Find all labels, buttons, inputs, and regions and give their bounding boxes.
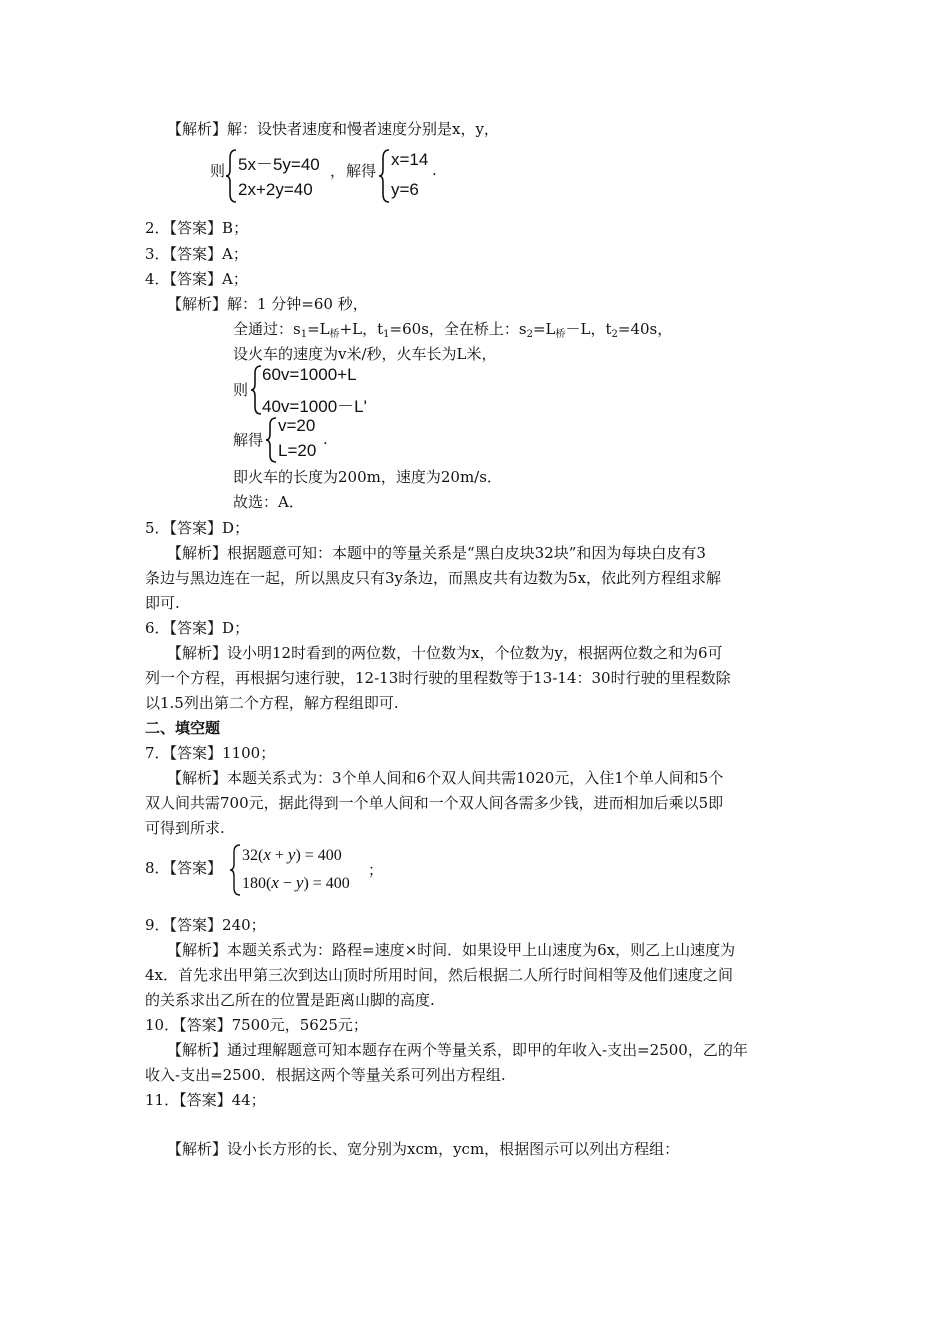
left-brace-icon [377, 148, 391, 204]
q10-analysis-line2: 收入-支出=2500．根据这两个等量关系可列出方程组. [145, 1066, 506, 1084]
q4-sol1: v=20 [278, 416, 316, 435]
q1-sol2: y=6 [391, 180, 419, 199]
q4-analysis-line2: 全通过：$s_1=L_桥+L$，$t_1=60s$，全在桥上：$s_2=L_桥-L$，$t_2=40s$， [233, 320, 673, 340]
q4-answer: 4．【答案】A； [145, 270, 248, 288]
q7-analysis-line1: 【解析】本题关系式为：3个单人间和6个双人间共需1020元，入住1个单人间和5个 [167, 769, 724, 787]
q4-analysis-line1: 【解析】解：1 分钟=60 秒， [167, 295, 368, 313]
q6-analysis-line2: 列一个方程，再根据匀速行驶，12-13时行驶的里程数等于13-14：30时行驶的里程数除 [145, 669, 731, 687]
q4-eq2: 40v=1000－L' [262, 397, 367, 416]
q2-answer: 2．【答案】B； [145, 219, 249, 237]
q1-eq1: 5x－5y=40 [238, 155, 320, 174]
q4-eq1: 60v=1000+L [262, 365, 357, 384]
left-brace-icon [264, 416, 278, 464]
left-brace-icon [228, 843, 242, 897]
left-brace-icon [224, 148, 238, 204]
q5-analysis-line2: 条边与黑边连在一起，所以黑皮只有3y条边，而黑皮共有边数为5x，依此列方程组求解 [145, 569, 722, 587]
q4-sol-period: . [323, 429, 328, 448]
q7-analysis-line2: 双人间共需700元，据此得到一个单人间和一个双人间各需多少钱，进而相加后乘以5即 [145, 794, 724, 812]
q4-sol2: L=20 [278, 441, 317, 460]
q1-equation-system [210, 148, 450, 204]
q6-analysis-line3: 以1.5列出第二个方程，解方程组即可. [145, 694, 399, 712]
q4-analysis-line3: 设火车的速度为v米/秒，火车长为L米， [233, 345, 497, 363]
q4-solution-system [233, 416, 393, 464]
q5-analysis-line3: 即可. [145, 594, 180, 612]
q1-period: . [432, 160, 437, 179]
q5-answer: 5．【答案】D； [145, 519, 250, 537]
q8-eq1: 32(x + y) = 400 [242, 845, 342, 864]
q4-solve: 解得 [233, 431, 264, 449]
q4-then: 则 [233, 381, 249, 399]
q6-answer: 6．【答案】D； [145, 619, 250, 637]
q9-answer: 9．【答案】240； [145, 916, 266, 934]
q7-analysis-line3: 可得到所求. [145, 819, 225, 837]
q8-answer: 8．【答案】 [145, 859, 223, 877]
q9-analysis-line3: 的关系求出乙所在的位置是距离山脚的高度. [145, 991, 435, 1009]
q1-solve: 解得 [346, 162, 377, 180]
q4-equation-system [233, 364, 433, 416]
q3-answer: 3．【答案】A； [145, 245, 248, 263]
q9-analysis-line2: 4x．首先求出甲第三次到达山顶时所用时间，然后根据二人所行时间相等及他们速度之间 [145, 966, 734, 984]
q10-analysis-line1: 【解析】通过理解题意可知本题存在两个等量关系，即甲的年收入-支出=2500，乙的年 [167, 1041, 748, 1059]
q10-answer: 10．【答案】7500元，5625元； [145, 1016, 368, 1034]
q1-sol1: x=14 [391, 150, 429, 169]
q11-analysis-line1: 【解析】设小长方形的长、宽分别为xcm，ycm，根据图示可以列出方程组： [167, 1140, 680, 1158]
q1-eq2: 2x+2y=40 [238, 180, 313, 199]
q8-eq2: 180(x − y) = 400 [242, 873, 350, 892]
section-heading-fill-in: 二、填空题 [145, 719, 221, 737]
q1-comma: ， [330, 162, 346, 180]
q6-analysis-line1: 【解析】设小明12时看到的两位数，十位数为x，个位数为y，根据两位数之和为6可 [167, 644, 723, 662]
q1-then: 则 [210, 162, 226, 180]
q8-semicolon: ； [368, 861, 384, 879]
q4-analysis-line4: 即火车的长度为200m，速度为20m/s． [233, 468, 502, 486]
q5-analysis-line1: 【解析】根据题意可知：本题中的等量关系是“黑白皮块32块”和因为每块白皮有3 [167, 544, 706, 562]
q11-answer: 11．【答案】44； [145, 1091, 266, 1109]
q7-answer: 7．【答案】1100； [145, 744, 276, 762]
q4-analysis-line5: 故选：A． [233, 493, 304, 511]
left-brace-icon [249, 364, 263, 416]
q9-analysis-line1: 【解析】本题关系式为：路程=速度×时间．如果设甲上山速度为6x，则乙上山速度为 [167, 941, 736, 959]
q8-equation-system [228, 843, 388, 897]
q1-analysis: 【解析】解：设快者速度和慢者速度分别是x，y， [167, 120, 499, 138]
